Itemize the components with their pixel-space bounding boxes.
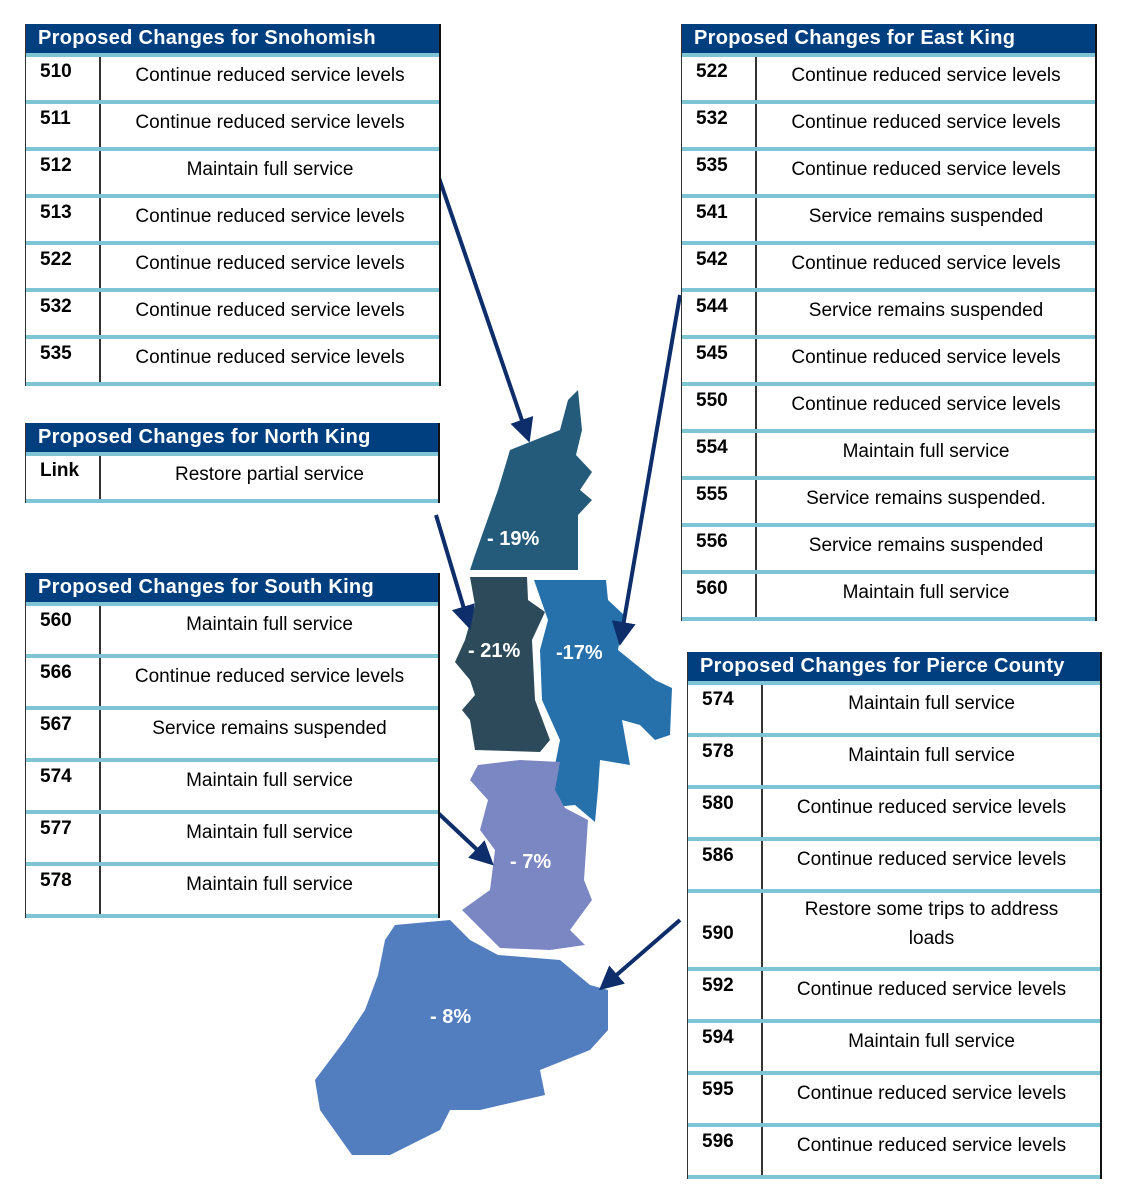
route-change: Continue reduced service levels [796, 797, 1067, 818]
route-change: Continue reduced service levels [135, 253, 405, 274]
route-change: Maintain full service [842, 582, 1010, 603]
table-row [26, 198, 439, 245]
route-change: Service remains suspended [808, 535, 1044, 556]
route-change: Maintain full service [848, 745, 1015, 766]
route-change: Continue reduced service levels [796, 979, 1067, 1000]
route-change: Maintain full service [848, 1031, 1015, 1052]
table-row [688, 737, 1100, 789]
table-row [682, 104, 1095, 151]
table-row [26, 762, 438, 814]
route-number: 560 [26, 606, 101, 654]
route-number: 580 [688, 789, 763, 837]
route-number: 574 [688, 685, 763, 733]
label-north-king: - 21% [468, 640, 521, 662]
route-change: Continue reduced service levels [796, 1135, 1067, 1156]
route-number: 578 [688, 737, 763, 785]
table-row [688, 971, 1100, 1023]
route-number: 512 [26, 151, 101, 194]
table-row [688, 893, 1100, 971]
route-change: Service remains suspended [808, 206, 1044, 227]
table-row [682, 386, 1095, 433]
route-number: 545 [682, 339, 757, 382]
route-change: Maintain full service [186, 770, 353, 791]
table-south-king [25, 573, 440, 918]
label-pierce: - 8% [430, 1006, 472, 1028]
table-north-king [25, 423, 440, 503]
route-change: Service remains suspended. [806, 488, 1046, 509]
table-snohomish [25, 24, 441, 386]
route-change: Continue reduced service levels [134, 666, 405, 687]
route-change: Continue reduced service levels [135, 347, 405, 368]
route-number: 595 [688, 1075, 763, 1123]
table-row [26, 245, 439, 292]
route-number: 532 [26, 292, 101, 335]
route-number: 513 [26, 198, 101, 241]
route-number: 567 [26, 710, 101, 758]
table-row [26, 658, 438, 710]
route-number: 594 [688, 1023, 763, 1071]
route-number: 550 [682, 386, 757, 429]
arrow-east-king [621, 295, 680, 638]
route-number: 574 [26, 762, 101, 810]
table-row [26, 57, 439, 104]
route-number: 586 [688, 841, 763, 889]
table-row [26, 866, 438, 918]
route-change: Continue reduced service levels [135, 300, 405, 321]
table-row [682, 339, 1095, 386]
table-row [26, 814, 438, 866]
table-row [682, 245, 1095, 292]
route-number: 596 [688, 1127, 763, 1175]
table-title: Proposed Changes for Snohomish [26, 24, 439, 57]
table-row [682, 151, 1095, 198]
route-number: 532 [682, 104, 757, 147]
table-row [26, 456, 438, 503]
route-number: 578 [26, 866, 101, 914]
table-row [688, 789, 1100, 841]
route-change: Continue reduced service levels [791, 112, 1061, 133]
route-number: 542 [682, 245, 757, 288]
route-number: 522 [682, 57, 757, 100]
table-east-king [681, 24, 1097, 621]
table-row [682, 480, 1095, 527]
table-pierce [687, 652, 1102, 1179]
table-row [26, 151, 439, 198]
table-row [682, 57, 1095, 104]
arrow-south-king [437, 812, 488, 860]
route-number: 510 [26, 57, 101, 100]
route-number: 554 [682, 433, 757, 476]
route-number: 511 [26, 104, 101, 147]
label-snohomish: - 19% [487, 528, 540, 550]
route-number: 592 [688, 971, 763, 1019]
table-row [682, 292, 1095, 339]
label-south-king: - 7% [510, 851, 552, 873]
table-row [688, 1023, 1100, 1075]
label-east-king: -17% [556, 642, 603, 664]
route-number: 522 [26, 245, 101, 288]
table-row [26, 710, 438, 762]
route-change: Maintain full service [186, 822, 353, 843]
arrow-pierce [605, 920, 680, 985]
table-row [682, 433, 1095, 480]
route-number: 560 [682, 574, 757, 617]
route-change: Continue reduced service levels [791, 159, 1061, 180]
route-change: Service remains suspended [152, 718, 387, 739]
route-number: Link [26, 456, 101, 499]
route-change: Maintain full service [186, 874, 353, 895]
route-change: Continue reduced service levels [135, 65, 405, 86]
table-row [688, 1127, 1100, 1179]
route-change: Continue reduced service levels [791, 347, 1061, 368]
table-row [682, 574, 1095, 621]
route-change: Continue reduced service levels [135, 112, 405, 133]
map-region-pierce [315, 920, 608, 1155]
route-change: Continue reduced service levels [791, 394, 1061, 415]
route-change: Continue reduced service levels [135, 206, 405, 227]
route-change: Maintain full service [848, 693, 1015, 714]
table-title: Proposed Changes for North King [26, 423, 438, 456]
route-number: 555 [682, 480, 757, 523]
route-change: Service remains suspended [808, 300, 1044, 321]
table-title: Proposed Changes for East King [682, 24, 1095, 57]
route-number: 590 [688, 893, 763, 967]
route-number: 577 [26, 814, 101, 862]
route-change: Maintain full service [186, 159, 354, 180]
route-number: 535 [682, 151, 757, 194]
table-row [688, 685, 1100, 737]
arrow-north-king [436, 515, 468, 622]
table-title: Proposed Changes for South King [26, 573, 438, 606]
route-number: 535 [26, 339, 101, 382]
map-region-north-king [455, 577, 550, 752]
table-row [26, 104, 439, 151]
table-row [688, 841, 1100, 893]
route-change: Maintain full service [842, 441, 1010, 462]
table-title: Proposed Changes for Pierce County [688, 652, 1100, 685]
table-row [682, 527, 1095, 574]
route-number: 566 [26, 658, 101, 706]
table-row [26, 292, 439, 339]
route-number: 544 [682, 292, 757, 335]
table-row [26, 606, 438, 658]
route-change: Maintain full service [186, 614, 353, 635]
route-change: Restore partial service [174, 464, 365, 485]
route-number: 556 [682, 527, 757, 570]
table-row [26, 339, 439, 386]
route-change: Restore some trips to address loads [804, 899, 1059, 949]
route-change: Continue reduced service levels [796, 1083, 1067, 1104]
route-change: Continue reduced service levels [796, 849, 1067, 870]
arrow-snohomish [437, 172, 527, 435]
table-row [688, 1075, 1100, 1127]
route-change: Continue reduced service levels [791, 253, 1061, 274]
table-row [682, 198, 1095, 245]
route-change: Continue reduced service levels [791, 65, 1061, 86]
route-number: 541 [682, 198, 757, 241]
